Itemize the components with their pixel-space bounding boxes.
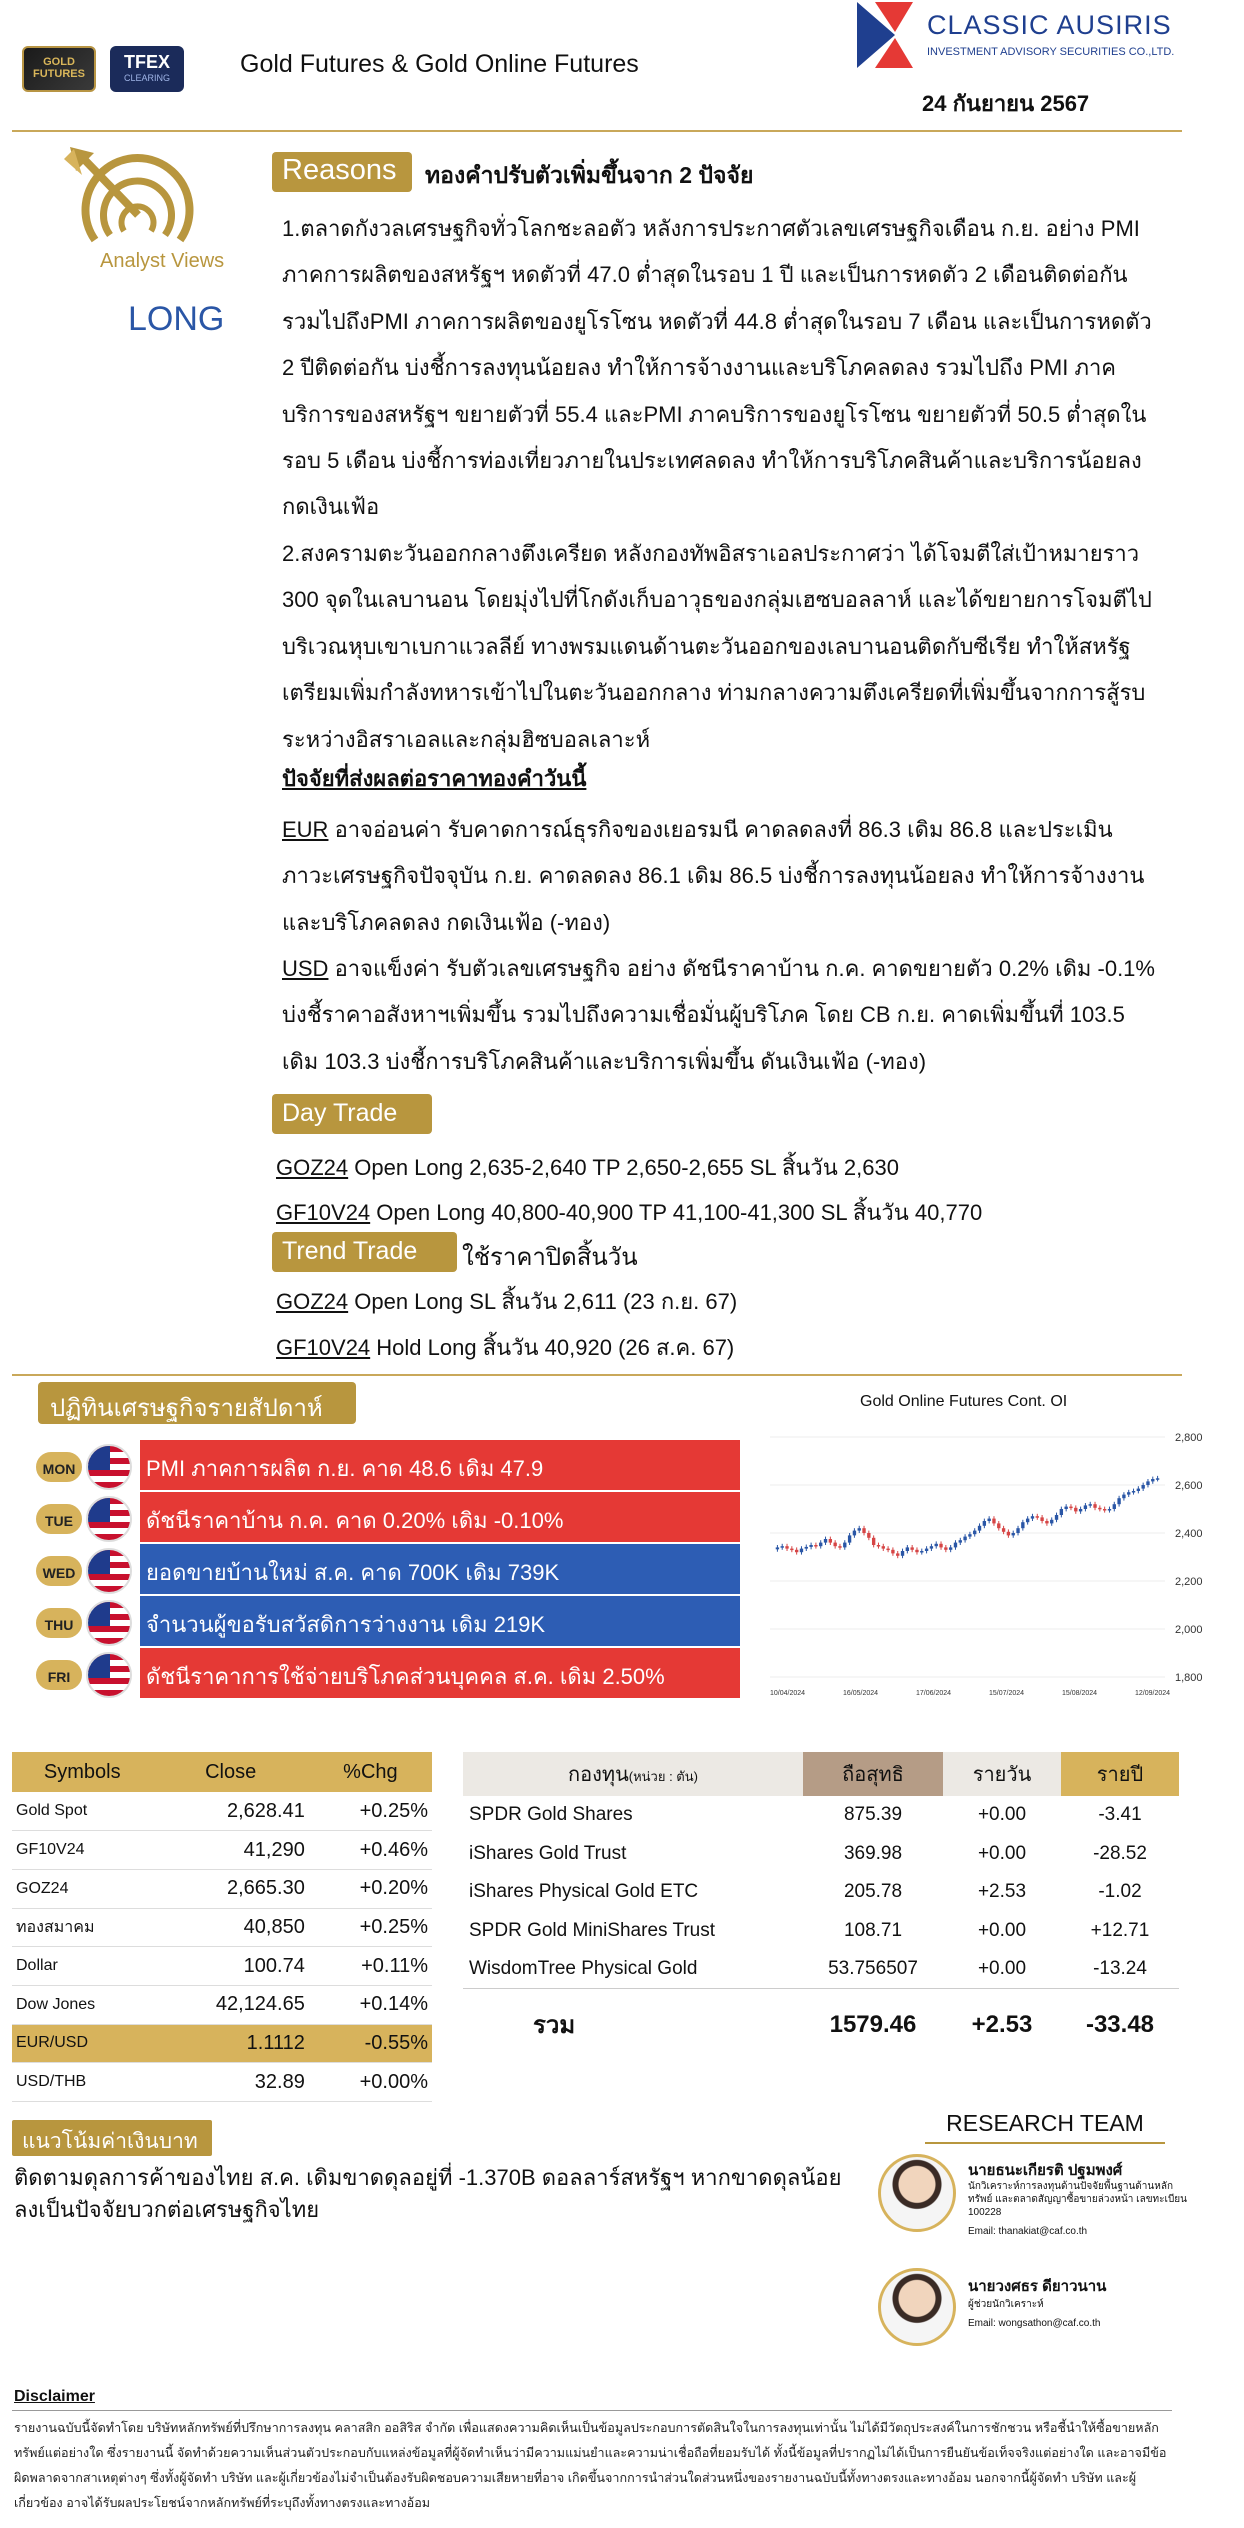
holding-column-header: ถือสุทธิ xyxy=(803,1752,943,1796)
candle-body xyxy=(800,1549,803,1553)
day-trade-line xyxy=(276,1150,899,1185)
candle-body xyxy=(867,1533,870,1538)
column-header: Symbols xyxy=(12,1752,153,1792)
symbol-row xyxy=(12,1869,432,1908)
symbol-change: +0.25% xyxy=(309,1908,432,1947)
x-tick-label: 15/07/2024 xyxy=(989,1690,1025,1697)
symbol-row xyxy=(12,2063,432,2102)
tfex-logo xyxy=(110,46,184,92)
eur-factor xyxy=(282,807,1162,946)
candle-body xyxy=(1156,1478,1159,1480)
candle-body xyxy=(1127,1492,1130,1494)
symbol-close: 42,124.65 xyxy=(153,1985,309,2024)
fund-column-header xyxy=(463,1752,803,1796)
tfex-logo-text: TFEX xyxy=(123,52,170,72)
candle-body xyxy=(1084,1505,1087,1509)
candle-body xyxy=(935,1544,938,1546)
fund-daily: +0.00 xyxy=(977,1842,1027,1864)
candle-body xyxy=(944,1547,947,1549)
day-trade-badge: Day Trade xyxy=(272,1094,432,1134)
fund-holding: 369.98 xyxy=(843,1842,903,1864)
fund-holding: 108.71 xyxy=(843,1919,903,1941)
candle-body xyxy=(920,1551,923,1553)
total-daily: +2.53 xyxy=(943,1989,1061,2061)
candle-body xyxy=(1021,1522,1024,1528)
day-badge: FRI xyxy=(34,1658,84,1692)
x-tick-label: 15/08/2024 xyxy=(1062,1690,1098,1697)
symbol-change: +0.00% xyxy=(309,2063,432,2102)
calendar-event: จำนวนผู้ขอรับสวัสดิการว่างงาน เดิม 219K xyxy=(140,1596,740,1646)
symbol-row xyxy=(12,1985,432,2024)
candle-body xyxy=(1132,1491,1135,1493)
candle-body xyxy=(805,1547,808,1549)
candle-body xyxy=(1074,1508,1077,1512)
eur-text: อาจอ่อนค่า รับคาดการณ์ธุรกิจของเยอรมนี คาดลดลงที่ 86.3 เดิม 86.8 และประเมินภาวะเศรษฐกิจปัจจุบัน ก.ย. คาดลดลง 86.1 เดิม 86.5 บ่งชี้การลงทุนน้อยลง ทำให้การจ้างงานและบริโภคลดลง กดเงินเฟ้อ (-ทอง) xyxy=(282,817,1145,935)
candle-body xyxy=(785,1546,788,1548)
trend-trade-badge: Trend Trade xyxy=(272,1232,457,1272)
fund-daily: +0.00 xyxy=(977,1958,1027,1979)
brand-name: CLASSIC AUSIRIS xyxy=(927,10,1172,40)
candle-body xyxy=(1098,1508,1101,1510)
symbol-close: 32.89 xyxy=(153,2063,309,2102)
symbol-change: +0.20% xyxy=(309,1869,432,1908)
candle-body xyxy=(959,1540,962,1542)
candle-body xyxy=(1060,1509,1063,1515)
analyst-stance: LONG xyxy=(128,300,225,338)
trend-trade-code: GOZ24 xyxy=(276,1289,349,1314)
fund-daily: +0.00 xyxy=(977,1919,1027,1941)
candle-body xyxy=(983,1521,986,1526)
member-role: ผู้ช่วยนักวิเคราะห์ xyxy=(968,2299,1044,2310)
x-tick-label: 12/09/2024 xyxy=(1135,1690,1171,1697)
calendar-row xyxy=(30,1648,742,1700)
fund-daily: +2.53 xyxy=(977,1881,1027,1903)
symbol-name: GOZ24 xyxy=(12,1869,153,1908)
disclaimer-text: รายงานฉบับนี้จัดทำโดย บริษัทหลักทรัพย์ที่ปรึกษาการลงทุน คลาสสิก ออสิริส จำกัด เพื่อแสดงความคิดเห็นเป็นข้อมูลประกอบการตัดสินใจในการลงทุนเท่านั้น ไม่ได้มีวัตถุประสงค์ในการชักชวน หรือชี้นำให้ซื้อขายหลักทรัพย์แต่อย่างใด ซึ่งรายงานนี้ จัดทำด้วยความเห็นส่วนตัวประกอบกับแหล่งข้อมูลที่ผู้จัดทำเห็นว่ามีความแม่นยำและความน่าเชื่อถือที่ยอมรับได้ ทั้งนี้ข้อมูลที่ปรากฏไม่ได้เป็นการยืนยันข้อเท็จจริงแต่อย่างใด และอาจมีข้อผิดพลาดจากสาเหตุต่างๆ ซึ่งทั้งผู้จัดทำ บริษัท และผู้เกี่ยวข้องไม่จำเป็นต้องรับผิดชอบความเสียหายที่อาจ เกิดขึ้นจากการนำส่วนใดส่วนหนึ่งของรายงานฉบับนี้ทั้งทางตรงและทางอ้อม นอกจากนี้ผู้จัดทำ บริษัท และผู้เกี่ยวข้อง อาจได้รับผลประโยชน์จากหลักทรัพย์ที่ระบุถึงทั้งทางตรงและทางอ้อม xyxy=(14,2421,1167,2510)
symbol-name: Dollar xyxy=(12,1947,153,1986)
calendar-event: ดัชนีราคาบ้าน ก.ค. คาด 0.20% เดิม -0.10% xyxy=(140,1492,740,1542)
candle-body xyxy=(1089,1504,1092,1506)
symbol-row xyxy=(12,1947,432,1986)
trend-trade-text: Hold Long สิ้นวัน 40,920 (26 ส.ค. 67) xyxy=(370,1335,735,1360)
symbol-close: 2,628.41 xyxy=(153,1792,309,1831)
daily-column-header: รายวัน xyxy=(943,1752,1061,1796)
candle-body xyxy=(925,1549,928,1551)
candle-body xyxy=(1137,1489,1140,1491)
symbol-close: 100.74 xyxy=(153,1947,309,1986)
trend-trade-line xyxy=(276,1284,737,1319)
candle-body xyxy=(1026,1519,1029,1523)
header-divider xyxy=(12,130,1182,132)
symbol-change: +0.46% xyxy=(309,1831,432,1870)
candle-body xyxy=(1108,1509,1111,1511)
tfex-logo-sub: CLEARING xyxy=(123,73,170,83)
fund-row xyxy=(463,1796,1179,1835)
candle-body xyxy=(1002,1528,1005,1532)
trend-trade-text: Open Long SL สิ้นวัน 2,611 (23 ก.ย. 67) xyxy=(348,1289,738,1314)
candle-body xyxy=(1069,1507,1072,1509)
reasons-badge: Reasons xyxy=(272,152,412,192)
candle-body xyxy=(838,1546,841,1548)
avatar xyxy=(878,2268,956,2346)
column-header: Close xyxy=(153,1752,309,1792)
report-date: 24 กันยายน 2567 xyxy=(922,91,1090,116)
candle-body xyxy=(848,1535,851,1542)
total-holding: 1579.46 xyxy=(803,1989,943,2061)
candle-body xyxy=(829,1539,832,1543)
column-header: %Chg xyxy=(309,1752,432,1792)
member-name: นายวงศธร ดียาวนาน xyxy=(968,2278,1107,2295)
symbol-name: Dow Jones xyxy=(12,1985,153,2024)
fund-header-label: กองทุน xyxy=(568,1764,629,1786)
gold-etf-holdings-table xyxy=(463,1752,1179,2061)
symbol-change: +0.14% xyxy=(309,1985,432,2024)
member-name: นายธนะเกียรติ ปฐมพงศ์ xyxy=(968,2162,1123,2179)
fund-name: iShares Gold Trust xyxy=(469,1842,627,1864)
member-email: Email: thanakiat@caf.co.th xyxy=(968,2226,1088,2237)
weekly-calendar-badge: ปฏิทินเศรษฐกิจรายสัปดาห์ xyxy=(38,1382,356,1424)
candle-body xyxy=(1151,1479,1154,1481)
candle-body xyxy=(862,1528,865,1533)
candle-body xyxy=(1103,1509,1106,1511)
candle-body xyxy=(1040,1517,1043,1521)
symbol-name: ทองสมาคม xyxy=(12,1908,153,1947)
total-yearly: -33.48 xyxy=(1061,1989,1179,2061)
y-tick-label: 2,800 xyxy=(1175,1432,1203,1444)
us-flag-icon xyxy=(86,1652,132,1698)
total-label: รวม xyxy=(463,1989,803,2061)
us-flag-icon xyxy=(86,1496,132,1542)
calendar-event: PMI ภาคการผลิต ก.ย. คาด 48.6 เดิม 47.9 xyxy=(140,1440,740,1490)
y-tick-label: 2,000 xyxy=(1175,1624,1203,1636)
fund-holding: 205.78 xyxy=(843,1881,903,1903)
candle-body xyxy=(819,1543,822,1547)
candle-body xyxy=(978,1526,981,1531)
fund-yearly: -1.02 xyxy=(1098,1881,1142,1903)
calendar-row xyxy=(30,1440,742,1492)
candle-body xyxy=(1031,1516,1034,1518)
candle-body xyxy=(1012,1533,1015,1535)
gold-futures-logo-text: GOLD FUTURES xyxy=(33,56,85,80)
fund-total-row xyxy=(463,1989,1179,2061)
candle-body xyxy=(1045,1521,1048,1523)
candle-body xyxy=(781,1546,784,1548)
chart-title: Gold Online Futures Cont. OI xyxy=(860,1393,1068,1410)
factors-title: ปัจจัยที่ส่งผลต่อราคาทองคำวันนี้ xyxy=(282,766,587,791)
eur-code: EUR xyxy=(282,817,329,842)
fund-row xyxy=(463,1873,1179,1912)
fund-yearly: -28.52 xyxy=(1093,1842,1147,1864)
analyst-views-label: Analyst Views xyxy=(100,250,225,272)
fund-daily: +0.00 xyxy=(977,1804,1027,1826)
x-tick-label: 10/04/2024 xyxy=(770,1690,806,1697)
candle-body xyxy=(814,1545,817,1547)
trend-trade-line xyxy=(276,1330,734,1365)
trend-trade-note: ใช้ราคาปิดสิ้นวัน xyxy=(462,1244,638,1271)
symbol-name: USD/THB xyxy=(12,2063,153,2102)
brand-subtitle: INVESTMENT ADVISORY SECURITIES CO.,LTD. xyxy=(927,46,1175,58)
day-badge: MON xyxy=(34,1450,84,1484)
candle-body xyxy=(896,1553,899,1555)
candle-body xyxy=(877,1545,880,1547)
trend-trade-code: GF10V24 xyxy=(276,1335,371,1360)
y-tick-label: 1,800 xyxy=(1175,1672,1203,1684)
candle-body xyxy=(795,1550,798,1552)
fund-name: SPDR Gold MiniShares Trust xyxy=(469,1919,716,1941)
fx-outlook-badge: แนวโน้มค่าเงินบาท xyxy=(12,2120,212,2156)
fund-holding: 875.39 xyxy=(843,1804,903,1826)
day-trade-text: Open Long 40,800-40,900 TP 41,100-41,300 SL สิ้นวัน 40,770 xyxy=(370,1200,983,1225)
calendar-row xyxy=(30,1596,742,1648)
candle-body xyxy=(882,1546,885,1548)
fund-name: iShares Physical Gold ETC xyxy=(469,1881,699,1903)
symbol-row xyxy=(12,1792,432,1831)
candle-body xyxy=(858,1528,861,1530)
member-role: นักวิเคราะห์การลงทุนด้านปัจจัยพื้นฐานด้านหลักทรัพย์ และตลาดสัญญาซื้อขายล่วงหน้า เลขทะเบียน 100228 xyxy=(968,2181,1187,2218)
candle-body xyxy=(1122,1495,1125,1499)
us-flag-icon xyxy=(86,1444,132,1490)
candle-body xyxy=(992,1519,995,1524)
candle-body xyxy=(954,1543,957,1548)
disclaimer-title: Disclaimer xyxy=(14,2388,95,2405)
us-flag-icon xyxy=(86,1600,132,1646)
day-badge: TUE xyxy=(34,1502,84,1536)
candle-body xyxy=(776,1547,779,1549)
y-tick-label: 2,600 xyxy=(1175,1480,1203,1492)
symbol-change: +0.11% xyxy=(309,1947,432,1986)
fund-row xyxy=(463,1950,1179,1989)
candle-body xyxy=(901,1551,904,1556)
reason-paragraph-2: 2.สงครามตะวันออกกลางตึงเครียด หลังกองทัพอิสราเอลประกาศว่า ได้โจมตีใส่เป้าหมายราว 300 จุดในเลบานอน โดยมุ่งไปที่โกดังเก็บอาวุธของกลุ่มเฮซบอลลาห์ และได้ขยายการโจมตีไปบริเวณหุบเขาเบกาแวลลีย์ ทางพรมแดนด้านตะวันออกของเลบานอนติดกับซีเรีย ทำให้สหรัฐเตรียมเพิ่มกำลังทหารเข้าไปในตะวันออกกลาง ท่ามกลางความตึงเครียดที่เพิ่มขึ้นจากการสู้รบระหว่างอิสราเอลและกลุ่มฮิซบอลเลาะห์ xyxy=(282,541,1152,752)
symbol-change: -0.55% xyxy=(309,2024,432,2063)
candle-body xyxy=(1141,1485,1144,1489)
candle-body xyxy=(939,1544,942,1548)
day-badge: WED xyxy=(34,1554,84,1588)
candle-body xyxy=(997,1523,1000,1528)
candle-body xyxy=(1007,1532,1010,1536)
section-divider xyxy=(12,1374,1182,1376)
candle-body xyxy=(1113,1504,1116,1509)
candle-body xyxy=(1079,1509,1082,1511)
symbol-row-highlighted xyxy=(12,2024,432,2063)
analyst-target-arrow-icon xyxy=(60,145,210,263)
day-trade-code: GOZ24 xyxy=(276,1155,349,1180)
candle-body xyxy=(824,1539,827,1543)
day-trade-line xyxy=(276,1195,982,1230)
y-tick-label: 2,200 xyxy=(1175,1576,1203,1588)
candle-body xyxy=(968,1534,971,1536)
candle-body xyxy=(906,1547,909,1551)
candle-body xyxy=(1036,1516,1039,1518)
candle-body xyxy=(915,1550,918,1552)
gold-price-chart xyxy=(760,1425,1220,1725)
day-trade-code: GF10V24 xyxy=(276,1200,371,1225)
fund-row xyxy=(463,1912,1179,1951)
candle-body xyxy=(891,1550,894,1554)
symbol-name: GF10V24 xyxy=(12,1831,153,1870)
member-email: Email: wongsathon@caf.co.th xyxy=(968,2318,1101,2329)
fund-yearly: -3.41 xyxy=(1098,1804,1142,1826)
fund-name: WisdomTree Physical Gold xyxy=(469,1958,698,1979)
symbol-close: 1.1112 xyxy=(153,2024,309,2063)
calendar-row xyxy=(30,1544,742,1596)
y-tick-label: 2,400 xyxy=(1175,1528,1203,1540)
symbol-change: +0.25% xyxy=(309,1792,432,1831)
disclaimer-divider xyxy=(12,2410,1172,2411)
candle-body xyxy=(1117,1498,1120,1504)
yearly-column-header: รายปี xyxy=(1061,1752,1179,1796)
fund-yearly: -13.24 xyxy=(1093,1958,1147,1979)
funds-header-row xyxy=(463,1752,1179,1796)
candle-body xyxy=(973,1531,976,1535)
reasons-headline: ทองคำปรับตัวเพิ่มขึ้นจาก 2 ปัจจัย xyxy=(425,162,754,188)
calendar-row xyxy=(30,1492,742,1544)
day-badge: THU xyxy=(34,1606,84,1640)
candle-body xyxy=(987,1519,990,1521)
day-trade-text: Open Long 2,635-2,640 TP 2,650-2,655 SL สิ้นวัน 2,630 xyxy=(348,1155,899,1180)
candle-body xyxy=(872,1538,875,1545)
fund-yearly: +12.71 xyxy=(1090,1919,1150,1941)
calendar-event: ดัชนีราคาการใช้จ่ายบริโภคส่วนบุคคล ส.ค. เดิม 2.50% xyxy=(140,1648,740,1698)
fund-name: SPDR Gold Shares xyxy=(469,1804,633,1826)
report-header xyxy=(0,0,1244,130)
reason-paragraph-1: 1.ตลาดกังวลเศรษฐกิจทั่วโลกชะลอตัว หลังการประกาศตัวเลขเศรษฐกิจเดือน ก.ย. อย่าง PMI ภาคการผลิตของสหรัฐฯ หดตัวที่ 47.0 ต่ำสุดในรอบ 1 ปี และเป็นการหดตัว 2 เดือนติดต่อกัน รวมไปถึงPMI ภาคการผลิตของยูโรโซน หดตัวที่ 44.8 ต่ำสุดในรอบ 7 เดือน และเป็นการหดตัว 2 ปีติดต่อกัน บ่งชี้การลงทุนน้อยลง ทำให้การจ้างงานและบริโภคลดลง รวมไปถึง PMI ภาคบริการของสหรัฐฯ ขยายตัวที่ 55.4 และPMI ภาคบริการของยูโรโซน ขยายตัวที่ 50.5 ต่ำสุดในรอบ 5 เดือน บ่งชี้การท่องเที่ยวภายในประเทศลดลง ทำให้การบริโภคสินค้าและบริการน้อยลง กดเงินเฟ้อ xyxy=(282,216,1152,520)
candle-body xyxy=(963,1537,966,1541)
gold-futures-logo xyxy=(22,46,96,92)
usd-text: อาจแข็งค่า รับตัวเลขเศรษฐกิจ อย่าง ดัชนีราคาบ้าน ก.ค. คาดขยายตัว 0.2% เดิม -0.1% บ่งชี้ราคาอสังหาฯเพิ่มขึ้น รวมไปถึงความเชื่อมั่นผู้บริโภค โดย CB ก.ย. คาดเพิ่มขึ้นที่ 103.5 เดิม 103.3 บ่งชี้การบริโภคสินค้าและบริการเพิ่มขึ้น ดันเงินเฟ้อ (-ทอง) xyxy=(282,956,1155,1074)
fund-header-unit: (หน่วย : ตัน) xyxy=(628,1769,698,1784)
candle-body xyxy=(1093,1504,1096,1508)
fund-row xyxy=(463,1835,1179,1874)
candle-body xyxy=(790,1549,793,1551)
x-tick-label: 16/05/2024 xyxy=(843,1690,879,1697)
candle-body xyxy=(1016,1528,1019,1533)
fund-holding: 53.756507 xyxy=(828,1958,918,1979)
page-title: Gold Futures & Gold Online Futures xyxy=(240,50,639,78)
candle-body xyxy=(809,1545,812,1547)
candle-body xyxy=(1064,1507,1067,1509)
symbol-close: 41,290 xyxy=(153,1831,309,1870)
candle-body xyxy=(1050,1520,1053,1524)
us-flag-icon xyxy=(86,1548,132,1594)
candle-body xyxy=(1146,1481,1149,1485)
brand-triangle-logo-icon xyxy=(855,2,915,68)
candle-body xyxy=(949,1547,952,1549)
symbol-close: 40,850 xyxy=(153,1908,309,1947)
calendar-event: ยอดขายบ้านใหม่ ส.ค. คาด 700K เดิม 739K xyxy=(140,1544,740,1594)
candle-body xyxy=(833,1543,836,1547)
symbol-row xyxy=(12,1831,432,1870)
candle-body xyxy=(886,1549,889,1551)
x-tick-label: 17/06/2024 xyxy=(916,1690,952,1697)
fx-outlook-text: ติดตามดุลการค้าของไทย ส.ค. เดิมขาดดุลอยู่ที่ -1.370B ดอลลาร์สหรัฐฯ หากขาดดุลน้อยลงเป็นปัจจัยบวกต่อเศรษฐกิจไทย xyxy=(14,2165,842,2222)
candle-body xyxy=(910,1547,913,1549)
usd-code: USD xyxy=(282,956,329,981)
candle-body xyxy=(853,1531,856,1536)
symbol-name: EUR/USD xyxy=(12,2024,153,2063)
symbol-name: Gold Spot xyxy=(12,1792,153,1831)
usd-factor xyxy=(282,946,1162,1085)
symbols-table xyxy=(12,1752,432,2102)
avatar xyxy=(878,2154,956,2232)
symbols-header-row xyxy=(12,1752,432,1792)
candle-body xyxy=(843,1543,846,1548)
candle-body xyxy=(930,1546,933,1548)
research-team-title: RESEARCH TEAM xyxy=(925,2110,1165,2144)
symbol-close: 2,665.30 xyxy=(153,1869,309,1908)
symbol-row xyxy=(12,1908,432,1947)
candle-body xyxy=(1055,1515,1058,1520)
